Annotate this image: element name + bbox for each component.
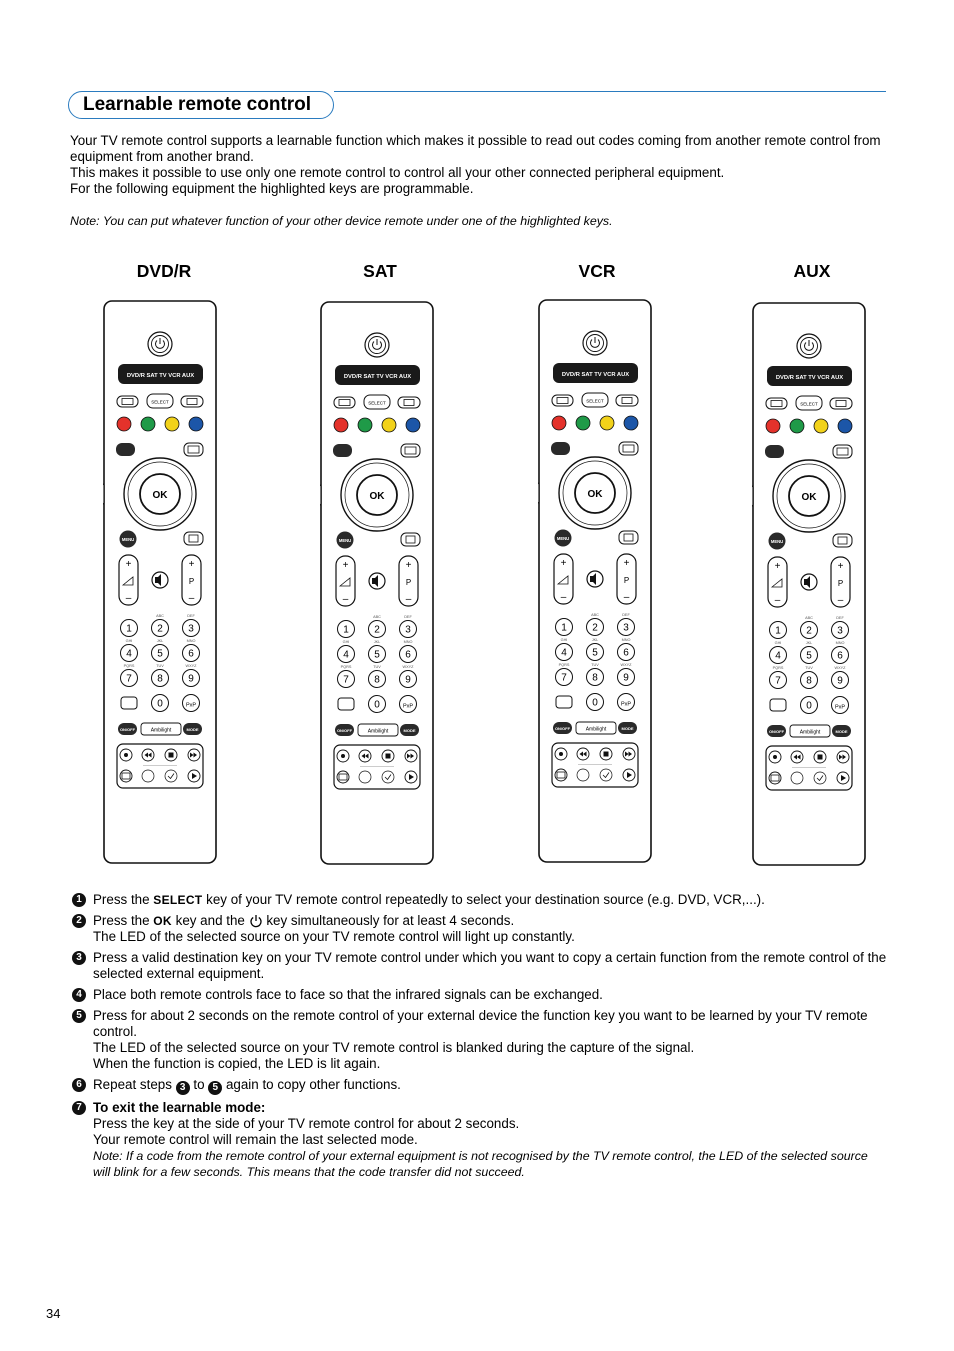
step-text: to [189,1077,209,1092]
step-text: Press the key at the side of your TV remote control for about 2 seconds. [93,1116,520,1131]
svg-text:DVD/R SAT TV VCR AUX: DVD/R SAT TV VCR AUX [775,375,844,381]
key-letters: MNO [621,638,631,642]
key-letters: TUV [373,665,381,669]
key-letters: GHI [560,638,568,642]
step-text: key of your TV remote control repeatedly to select your destination source (e.g. DVD, VCR,...). [202,892,765,907]
step-text: key simultaneously for at least 4 seconds. [262,913,515,928]
page-title: Learnable remote control [83,94,312,115]
step-text: Press a valid destination key on your TV remote control under which you want to copy a certain function from the remote control of the selected external equipment. [93,950,887,981]
step-text: Press the [93,913,154,928]
svg-text:OK: OK [152,490,168,501]
step-ref: 5 [208,1081,222,1095]
key-letters: WXYZ [834,666,846,670]
key-letters: ABC [805,616,813,620]
key-letters: DEF [836,616,844,620]
digit-label: 0 [157,698,163,710]
key-letters: GHI [342,640,350,644]
svg-text:MENU: MENU [556,536,570,541]
svg-text:OK: OK [801,492,817,503]
svg-text:Ambilight: Ambilight [150,727,172,734]
key-letters: TUV [591,663,599,667]
svg-text:–: – [405,594,412,605]
svg-text:Ambilight: Ambilight [799,729,821,736]
digit-label: 9 [188,673,194,685]
remote-sat [320,300,436,871]
intro-text [70,133,885,197]
svg-text:SELECT: SELECT [586,398,604,404]
key-letters: DEF [404,615,412,619]
svg-text:Ambilight: Ambilight [367,728,389,735]
digit-label: 6 [405,649,411,661]
digit-label: PxP [402,703,414,710]
key-letters: TUV [805,666,813,670]
svg-text:OK: OK [369,491,385,502]
power-icon[interactable] [797,334,821,358]
key-letters: WXYZ [402,665,414,669]
key-letters: JKL [591,638,599,642]
svg-text:P: P [405,578,412,587]
intro-paragraph: For the following equipment the highlighted keys are programmable. [70,181,474,196]
key-letters: PQRS [123,664,135,668]
svg-text:+: + [623,558,630,569]
step-ref: 3 [176,1081,190,1095]
select-key-label: SELECT [153,893,203,907]
step-text: The LED of the selected source on your TV remote control is blanked during the capture of the signal. [93,1040,695,1055]
key-letters: ABC [591,613,599,617]
step-text: Press for about 2 seconds on the remote control of your external device the function key you want to be learned by your TV remote control. [93,1008,868,1039]
key-letters: JKL [373,640,381,644]
digit-label: 8 [157,673,163,685]
svg-text:DVD/R SAT TV VCR AUX: DVD/R SAT TV VCR AUX [126,373,195,379]
step-text: key and the [171,913,249,928]
svg-text:–: – [560,592,567,603]
remote-dvdr [103,299,219,870]
remote-drawing [320,300,436,866]
step-4 [72,987,887,1003]
digit-label: 5 [157,648,163,660]
step-2 [72,913,887,945]
column-title-aux: AUX [793,261,831,281]
digit-label: 9 [405,674,411,686]
svg-text:+: + [774,561,781,572]
digit-label: 6 [188,648,194,660]
svg-text:+: + [125,559,132,570]
svg-text:ON/OFF: ON/OFF [768,729,785,734]
step-number: 4 [72,988,86,1002]
digit-label: 8 [806,675,812,687]
svg-text:SELECT: SELECT [800,401,818,407]
svg-text:+: + [837,561,844,572]
svg-text:ON/OFF: ON/OFF [554,726,571,731]
step-6 [72,1077,887,1095]
digit-label: 8 [374,674,380,686]
ok-key-label: OK [153,914,172,928]
digit-label: 2 [806,625,812,637]
step-text: When the function is copied, the LED is lit again. [93,1056,381,1071]
step-text: The LED of the selected source on your TV remote control will light up constantly. [93,929,575,944]
step-1 [72,892,887,908]
intro-paragraph: Your TV remote control supports a learnable function which makes it possible to read out codes coming from another remote control from equipment from another brand. [70,133,881,164]
step-text: Place both remote controls face to face so that the infrared signals can be exchanged. [93,987,603,1002]
steps-list [72,892,887,1185]
digit-label: PxP [834,704,846,711]
svg-text:+: + [188,559,195,570]
power-icon[interactable] [148,332,172,356]
digit-label: 0 [806,700,812,712]
key-letters: MNO [186,639,196,643]
svg-text:+: + [405,560,412,571]
svg-text:+: + [560,558,567,569]
remote-aux [752,301,868,872]
digit-label: 6 [623,647,629,659]
svg-text:P: P [837,579,844,588]
step-5 [72,1008,887,1072]
key-letters: WXYZ [185,664,197,668]
digit-label: 5 [374,649,380,661]
step-note: Note: If a code from the remote control of your external equipment is not recognised by the TV remote control, the LED of the selected source will blink for a few seconds. This means that the code transfer did not succeed. [93,1149,868,1179]
digit-label: 0 [374,699,380,711]
svg-text:–: – [623,592,630,603]
column-title-sat: SAT [363,261,397,281]
svg-text:OK: OK [587,489,603,500]
digit-label: 3 [188,623,194,635]
key-letters: JKL [805,641,813,645]
step-number: 6 [72,1078,86,1092]
step-heading: To exit the learnable mode: [93,1100,266,1115]
step-text: again to copy other functions. [222,1077,401,1092]
svg-text:MENU: MENU [338,538,352,543]
key-letters: DEF [187,614,195,618]
digit-label: 7 [561,672,567,684]
svg-text:P: P [623,576,630,585]
power-icon[interactable] [583,331,607,355]
intro-note: Note: You can put whatever function of your other device remote under one of the highlighted keys. [70,214,613,228]
svg-text:MENU: MENU [770,539,784,544]
digit-label: 4 [561,647,567,659]
remote-vcr [538,298,654,869]
digit-label: 0 [592,697,598,709]
digit-label: PxP [620,701,632,708]
svg-text:MODE: MODE [621,726,634,731]
title-rule [334,91,886,92]
key-letters: GHI [774,641,782,645]
page-number: 34 [46,1306,61,1321]
key-letters: TUV [156,664,164,668]
step-number: 7 [72,1101,86,1115]
remote-drawing [103,299,219,865]
svg-text:–: – [774,595,781,606]
digit-label: 5 [806,650,812,662]
key-letters: GHI [125,639,133,643]
digit-label: 8 [592,672,598,684]
key-letters: ABC [373,615,381,619]
svg-text:–: – [188,593,195,604]
digit-label: 2 [592,622,598,634]
step-text: Press the [93,892,154,907]
svg-text:–: – [125,593,132,604]
step-number: 5 [72,1009,86,1023]
key-letters: WXYZ [620,663,632,667]
step-text: Repeat steps [93,1077,176,1092]
key-letters: PQRS [558,663,570,667]
step-text: Your remote control will remain the last selected mode. [93,1132,418,1147]
digit-label: 4 [775,650,781,662]
digit-label: 1 [561,622,567,634]
title-box [68,91,334,119]
key-letters: JKL [156,639,164,643]
digit-label: 4 [343,649,349,661]
digit-label: PxP [185,702,197,709]
svg-text:MODE: MODE [835,729,848,734]
svg-text:ON/OFF: ON/OFF [336,728,353,733]
step-3 [72,950,887,982]
digit-label: 3 [405,624,411,636]
key-letters: PQRS [772,666,784,670]
digit-label: 1 [775,625,781,637]
step-number: 1 [72,893,86,907]
digit-label: 9 [837,675,843,687]
key-letters: MNO [835,641,845,645]
remote-drawing [752,301,868,867]
power-icon[interactable] [365,333,389,357]
digit-label: 9 [623,672,629,684]
svg-text:SELECT: SELECT [368,400,386,406]
svg-text:+: + [342,560,349,571]
digit-label: 6 [837,650,843,662]
intro-paragraph: This makes it possible to use only one remote control to control all your other connected peripheral equipment. [70,165,725,180]
digit-label: 5 [592,647,598,659]
svg-text:–: – [837,595,844,606]
svg-text:SELECT: SELECT [151,399,169,405]
column-title-dvdr: DVD/R [136,261,192,281]
svg-text:ON/OFF: ON/OFF [119,727,136,732]
digit-label: 7 [126,673,132,685]
svg-text:DVD/R SAT TV VCR AUX: DVD/R SAT TV VCR AUX [561,372,630,378]
column-title-vcr: VCR [578,261,616,281]
digit-label: 4 [126,648,132,660]
svg-text:P: P [188,577,195,586]
svg-text:DVD/R SAT TV VCR AUX: DVD/R SAT TV VCR AUX [343,374,412,380]
svg-text:MODE: MODE [186,727,199,732]
svg-text:–: – [342,594,349,605]
digit-label: 2 [374,624,380,636]
step-7 [72,1100,887,1180]
key-letters: ABC [156,614,164,618]
digit-label: 3 [623,622,629,634]
step-number: 2 [72,914,86,928]
key-letters: PQRS [340,665,352,669]
key-letters: MNO [403,640,413,644]
step-number: 3 [72,951,86,965]
svg-text:MENU: MENU [121,537,135,542]
svg-text:Ambilight: Ambilight [585,726,607,733]
svg-text:MODE: MODE [403,728,416,733]
digit-label: 3 [837,625,843,637]
digit-label: 7 [775,675,781,687]
remote-drawing [538,298,654,864]
digit-label: 1 [343,624,349,636]
digit-label: 1 [126,623,132,635]
digit-label: 7 [343,674,349,686]
key-letters: DEF [622,613,630,617]
power-icon [249,914,263,928]
digit-label: 2 [157,623,163,635]
